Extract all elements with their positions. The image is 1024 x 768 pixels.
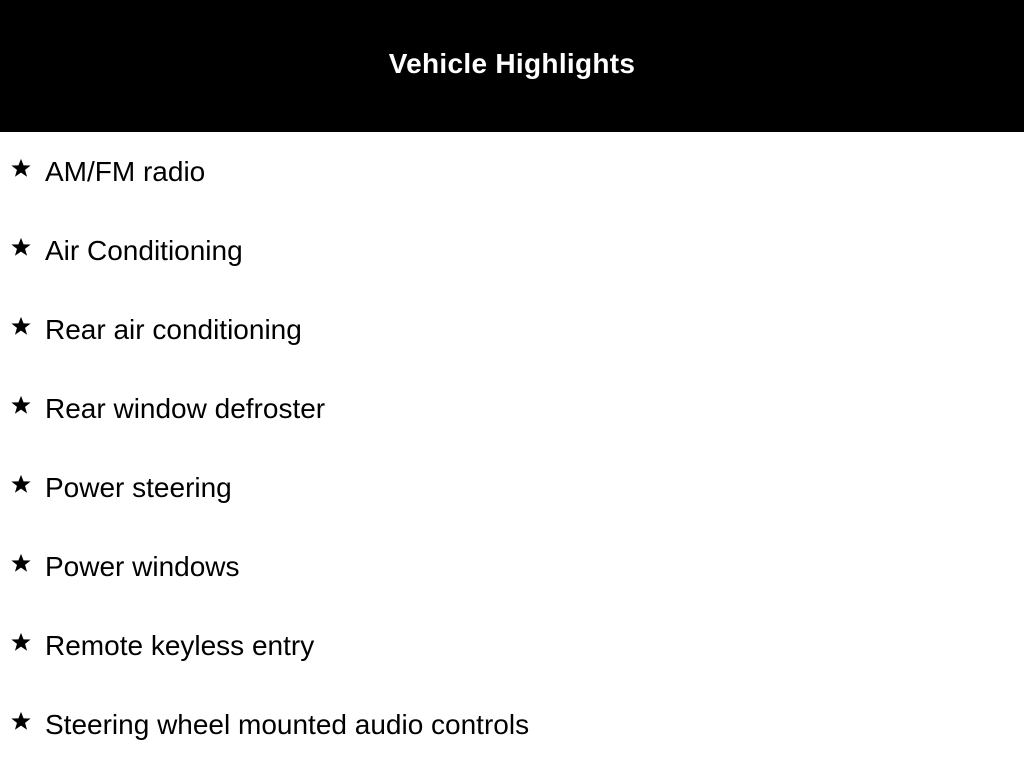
list-item <box>0 211 1024 290</box>
star-icon <box>10 236 32 258</box>
list-item-label: Rear air conditioning <box>45 314 302 345</box>
list-item <box>0 685 1024 764</box>
star-icon <box>10 473 32 495</box>
list-item-label: Air Conditioning <box>45 235 243 266</box>
star-icon <box>10 631 32 653</box>
highlights-list <box>0 132 1024 764</box>
list-item-label: AM/FM radio <box>45 156 206 187</box>
list-item <box>0 448 1024 527</box>
list-item-label: Power steering <box>45 472 232 503</box>
header-banner <box>0 0 1024 132</box>
star-icon <box>10 552 32 574</box>
list-item-label: Steering wheel mounted audio controls <box>45 709 530 740</box>
list-item <box>0 132 1024 211</box>
star-icon <box>10 394 32 416</box>
list-item <box>0 606 1024 685</box>
star-icon <box>10 710 32 732</box>
list-item <box>0 369 1024 448</box>
star-icon <box>10 315 32 337</box>
list-item-label: Remote keyless entry <box>45 630 315 661</box>
list-item <box>0 527 1024 606</box>
list-item-label: Rear window defroster <box>45 393 326 424</box>
star-icon <box>10 157 32 179</box>
list-item-label: Power windows <box>45 551 240 582</box>
list-item <box>0 290 1024 369</box>
page-title: Vehicle Highlights <box>388 48 636 79</box>
